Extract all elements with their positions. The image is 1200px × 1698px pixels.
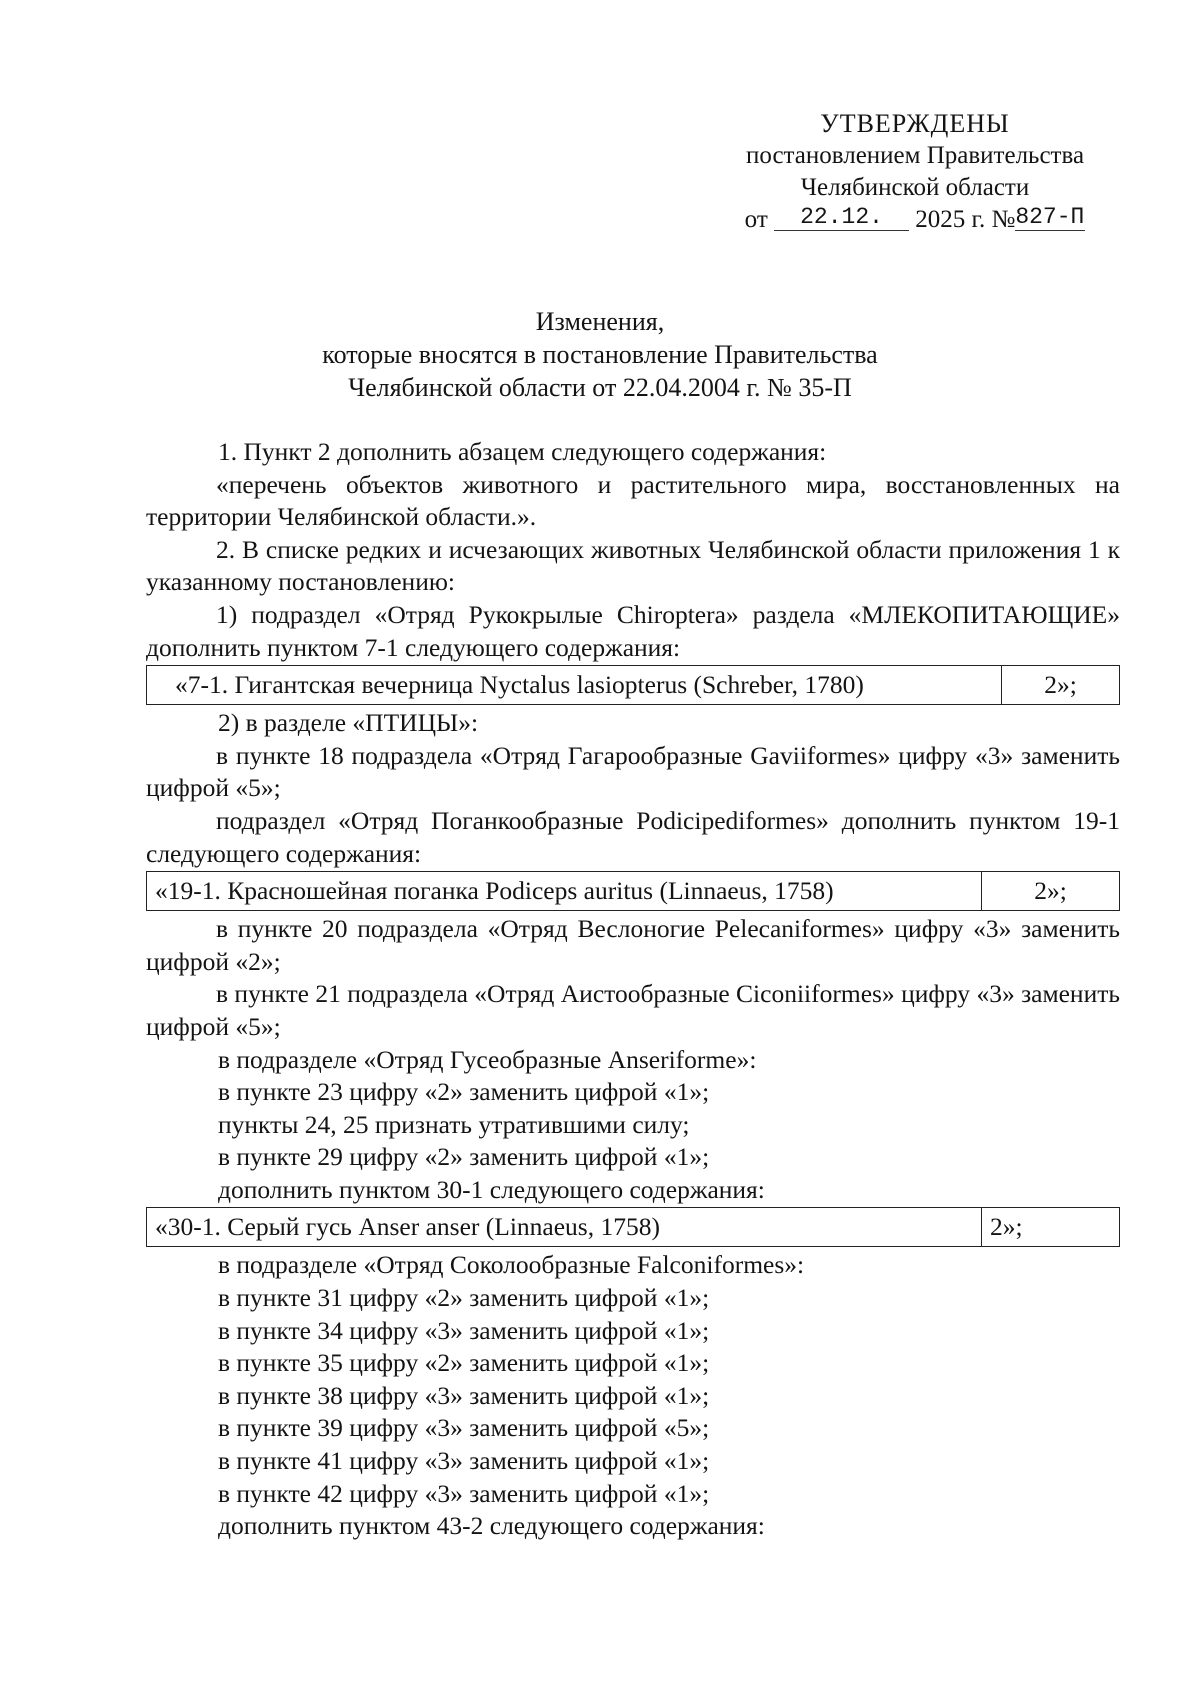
category-cell: 2»; [1002, 666, 1120, 705]
paragraph-9: в пункте 21 подраздела «Отряд Аистообразные Ciconiiformes» цифру «3» заменить цифрой «5»; [146, 979, 1120, 1041]
paragraph-6: в пункте 18 подраздела «Отряд Гагарообразные Gaviiformes» цифру «3» заменить цифрой «5»; [146, 740, 1120, 803]
table-row [147, 666, 1120, 705]
category-cell: 2»; [982, 872, 1120, 911]
paragraph-1: 1. Пункт 2 дополнить абзацем следующего содержания: [218, 437, 827, 466]
paragraph-23: дополнить пунктом 43-2 следующего содержания: [218, 1511, 765, 1541]
table-row [147, 872, 1120, 911]
paragraph-22: в пункте 42 цифру «3» заменить цифрой «1»; [218, 1478, 710, 1508]
paragraph-4: 1) подраздел «Отряд Рукокрылые Chiroptera» раздела «МЛЕКОПИТАЮЩИЕ» дополнить пунктом 7-1 следующего содержания: [146, 599, 1120, 662]
species-cell: «7-1. Гигантская вечерница Nyctalus lasiopterus (Schreber, 1780) [147, 666, 1002, 705]
paragraph-18: в пункте 35 цифру «2» заменить цифрой «1»; [218, 1348, 710, 1378]
paragraph-11: в пункте 23 цифру «2» заменить цифрой «1»; [218, 1077, 710, 1107]
paragraph-5: 2) в разделе «ПТИЦЫ»: [218, 708, 479, 738]
heading-line-2: которые вносятся в постановление Правительства [322, 340, 878, 369]
approval-line-1: постановлением Правительства [745, 142, 1085, 169]
heading-line-3: Челябинской области от 22.04.2004 г. № 35-П [348, 373, 852, 402]
paragraph-12: пункты 24, 25 признать утратившими силу; [218, 1109, 690, 1139]
year-label: 2025 г. № [915, 206, 1016, 233]
category-cell: 2»; [982, 1208, 1120, 1247]
entry-table-30-1 [146, 1207, 1120, 1247]
species-cell: «30-1. Серый гусь Anser anser (Linnaeus, 1758) [147, 1208, 982, 1247]
approval-date-line [715, 204, 1115, 236]
species-cell: «19-1. Красношейная поганка Podiceps auritus (Linnaeus, 1758) [147, 872, 982, 911]
table-row [147, 1208, 1120, 1247]
document-body [146, 436, 1120, 1543]
paragraph-3: 2. В списке редких и исчезающих животных Челябинской области приложения 1 к указанному постановлению: [146, 534, 1120, 597]
paragraph-19: в пункте 38 цифру «3» заменить цифрой «1»; [218, 1380, 710, 1410]
entry-table-19-1 [146, 871, 1120, 911]
document-heading [200, 305, 1000, 404]
paragraph-15: в подразделе «Отряд Соколообразные Falconiformes»: [218, 1250, 805, 1280]
paragraph-13: в пункте 29 цифру «2» заменить цифрой «1»; [218, 1142, 710, 1172]
paragraph-10: в подразделе «Отряд Гусеобразные Anseriforme»: [218, 1044, 757, 1074]
paragraph-16: в пункте 31 цифру «2» заменить цифрой «1»; [218, 1283, 710, 1313]
heading-line-1: Изменения, [535, 307, 665, 336]
approval-line-2: Челябинской области [800, 174, 1030, 201]
paragraph-17: в пункте 34 цифру «3» заменить цифрой «1»; [218, 1315, 710, 1345]
approval-block [715, 108, 1115, 236]
paragraph-14: дополнить пунктом 30-1 следующего содержания: [218, 1174, 765, 1204]
entry-table-7-1 [146, 665, 1120, 705]
approval-number: 827-П [1015, 204, 1085, 230]
approval-title: УТВЕРЖДЕНЫ [820, 109, 1010, 138]
paragraph-2: «перечень объектов животного и растительного мира, восстановленных на территории Челябинской области.». [146, 469, 1120, 532]
paragraph-20: в пункте 39 цифру «3» заменить цифрой «5»; [218, 1413, 710, 1443]
paragraph-21: в пункте 41 цифру «3» заменить цифрой «1»; [218, 1446, 710, 1476]
approval-date: 22.12. [774, 204, 909, 231]
paragraph-8: в пункте 20 подраздела «Отряд Веслоногие Pelecaniformes» цифру «3» заменить цифрой «2»; [146, 914, 1120, 976]
paragraph-7: подраздел «Отряд Поганкообразные Podicipediformes» дополнить пунктом 19-1 следующего содержания: [146, 805, 1120, 868]
from-label: от [744, 206, 768, 233]
